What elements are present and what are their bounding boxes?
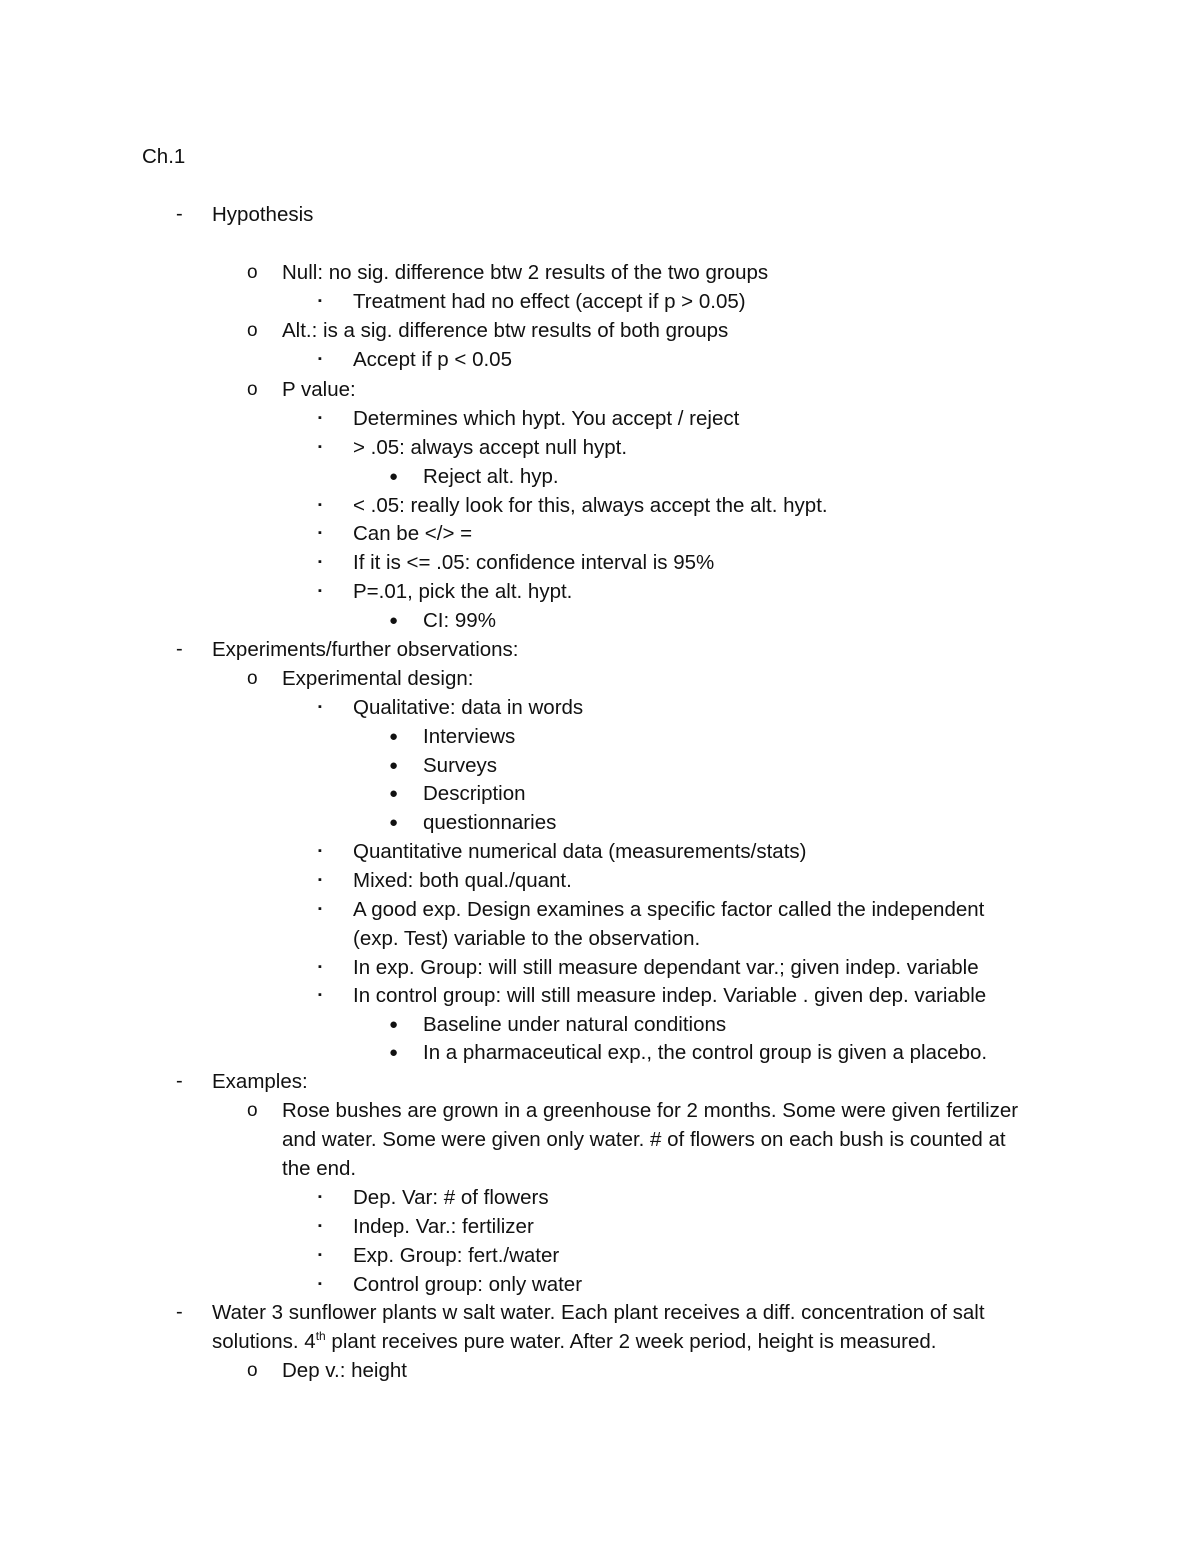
line-text: P value: (282, 378, 356, 401)
outline-line (212, 1298, 985, 1327)
bullet-marker: ● (389, 612, 399, 629)
outline-line (423, 1038, 987, 1067)
outline-line (353, 519, 472, 548)
line-text: P=.01, pick the alt. hypt. (353, 580, 573, 603)
bullet-marker: ▪ (318, 499, 322, 511)
bullet-marker: ▪ (318, 961, 322, 973)
line-text: Treatment had no effect (accept if p > 0.05) (353, 290, 746, 313)
outline-line (282, 316, 728, 345)
bullet-marker: ▪ (318, 527, 322, 539)
line-text: Dep. Var: # of flowers (353, 1186, 549, 1209)
bullet-marker: o (247, 379, 258, 400)
bullet-marker: ▪ (318, 989, 322, 1001)
outline-line (282, 1154, 356, 1183)
superscript: th (315, 1329, 326, 1344)
outline-line (423, 462, 559, 491)
bullet-marker: ● (389, 785, 399, 802)
outline-line (353, 491, 828, 520)
line-text: In exp. Group: will still measure dependant var.; given indep. variable (353, 956, 979, 979)
bullet-marker: ▪ (318, 441, 322, 453)
line-text: Description (423, 782, 526, 805)
outline-line (423, 722, 515, 751)
line-text: the end. (282, 1157, 357, 1180)
line-text: In a pharmaceutical exp., the control group is given a placebo. (423, 1041, 988, 1064)
line-text: Reject alt. hyp. (423, 465, 559, 488)
outline-line (353, 1241, 559, 1270)
outline-line (353, 577, 572, 606)
outline-line (353, 693, 583, 722)
line-text: Control group: only water (353, 1273, 583, 1296)
line-text: solutions. 4 (212, 1330, 316, 1353)
line-text: Alt.: is a sig. difference btw results of both groups (282, 319, 729, 342)
outline-line (212, 200, 313, 229)
line-text: Can be </> = (353, 522, 473, 545)
outline-line (353, 404, 739, 433)
line-text: If it is <= .05: confidence interval is 95% (353, 551, 715, 574)
line-text: < .05: really look for this, always accept the alt. hypt. (353, 494, 828, 517)
outline-line (423, 606, 496, 635)
line-text: Qualitative: data in words (353, 696, 584, 719)
bullet-marker: ▪ (318, 556, 322, 568)
outline-line (353, 548, 714, 577)
bullet-marker: o (247, 262, 258, 283)
bullet-marker: ● (389, 1016, 399, 1033)
bullet-marker: ▪ (318, 701, 322, 713)
line-text: CI: 99% (423, 609, 496, 632)
line-text: Accept if p < 0.05 (353, 348, 512, 371)
bullet-marker: ▪ (318, 1191, 322, 1203)
line-text: > .05: always accept null hypt. (353, 436, 628, 459)
bullet-marker: o (247, 668, 258, 689)
bullet-marker: - (176, 1070, 183, 1092)
outline-line (282, 1356, 407, 1385)
outline-line (353, 1183, 549, 1212)
line-text: Water 3 sunflower plants w salt water. Each plant receives a diff. concentration of salt (212, 1301, 985, 1324)
line-text: Indep. Var.: fertilizer (353, 1215, 534, 1238)
bullet-marker: o (247, 1360, 258, 1381)
outline-line (423, 808, 556, 837)
bullet-marker: ▪ (318, 1278, 322, 1290)
bullet-marker: ▪ (318, 845, 322, 857)
line-text: Surveys (423, 754, 498, 777)
line-text: Experimental design: (282, 667, 474, 690)
page-title: Ch.1 (142, 145, 186, 168)
outline-line (353, 345, 512, 374)
bullet-marker: ▪ (318, 874, 322, 886)
outline-line (353, 953, 979, 982)
outline-line (282, 1096, 1018, 1125)
outline-line (353, 924, 700, 953)
bullet-marker: ▪ (318, 903, 322, 915)
line-text: (exp. Test) variable to the observation. (353, 927, 701, 950)
line-text: Exp. Group: fert./water (353, 1244, 560, 1267)
bullet-marker: ● (389, 468, 399, 485)
outline-line (353, 1212, 534, 1241)
line-text: Mixed: both qual./quant. (353, 869, 572, 892)
line-text: Null: no sig. difference btw 2 results of the two groups (282, 261, 769, 284)
bullet-marker: ▪ (318, 1220, 322, 1232)
line-text: Quantitative numerical data (measurements/stats) (353, 840, 807, 863)
line-text: questionnaries (423, 811, 557, 834)
outline-line (423, 779, 526, 808)
bullet-marker: - (176, 203, 183, 225)
line-text: In control group: will still measure indep. Variable . given dep. variable (353, 984, 987, 1007)
bullet-marker: ● (389, 757, 399, 774)
bullet-marker: o (247, 320, 258, 341)
bullet-marker: ▪ (318, 585, 322, 597)
line-text: Hypothesis (212, 203, 314, 226)
bullet-marker: ● (389, 1044, 399, 1061)
bullet-marker: - (176, 638, 183, 660)
outline-line (353, 981, 986, 1010)
bullet-marker: ▪ (318, 412, 322, 424)
bullet-marker: o (247, 1100, 258, 1121)
bullet-marker: ▪ (318, 353, 322, 365)
outline-line (282, 375, 356, 404)
outline-line (423, 751, 497, 780)
bullet-marker: ● (389, 814, 399, 831)
outline-line (353, 1270, 582, 1299)
line-text: Experiments/further observations: (212, 638, 519, 661)
outline-line (212, 1327, 937, 1356)
outline-line (282, 1125, 1006, 1154)
outline-line (282, 664, 473, 693)
line-text: Determines which hypt. You accept / reject (353, 407, 740, 430)
outline-line (212, 635, 519, 664)
line-text: Baseline under natural conditions (423, 1013, 727, 1036)
bullet-marker: - (176, 1301, 183, 1323)
outline-line (282, 258, 768, 287)
bullet-marker: ▪ (318, 295, 322, 307)
bullet-marker: ● (389, 728, 399, 745)
outline-line (353, 866, 572, 895)
outline-line (353, 433, 627, 462)
outline-line (353, 895, 984, 924)
bullet-marker: ▪ (318, 1249, 322, 1261)
line-text: Examples: (212, 1070, 308, 1093)
line-text: Interviews (423, 725, 516, 748)
line-text-continued: plant receives pure water. After 2 week period, height is measured. (325, 1330, 937, 1353)
line-text: Dep v.: height (282, 1359, 407, 1382)
outline-line (423, 1010, 726, 1039)
line-text: Rose bushes are grown in a greenhouse for 2 months. Some were given fertilizer (282, 1099, 1019, 1122)
line-text: A good exp. Design examines a specific factor called the independent (353, 898, 985, 921)
outline-line (212, 1067, 308, 1096)
line-text: and water. Some were given only water. # of flowers on each bush is counted at (282, 1128, 1006, 1151)
outline-line (353, 837, 806, 866)
outline-line (353, 287, 746, 316)
